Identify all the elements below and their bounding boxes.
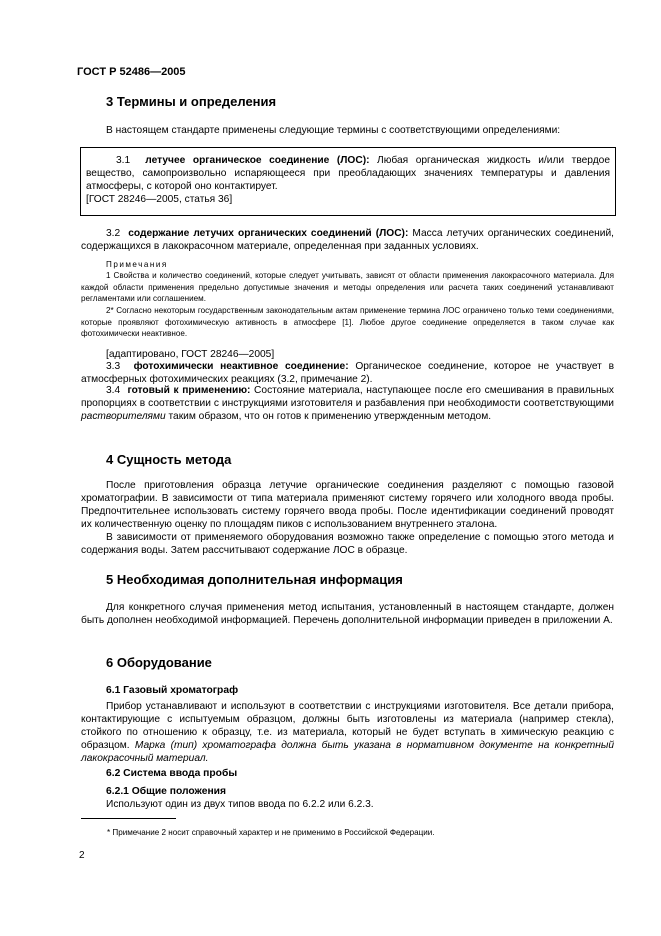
section-5-paragraph: Для конкретного случая применения метод испытания, установленный в настоящем стандарте, должен быть дополнен необходимой информацией. Перечень дополнительной информации приведен в приложении А.	[81, 602, 614, 626]
term-3-2-definition: Масса летучих органических соединений, содержащихся в лакокрасочном материале, определенная при заданных условиях.	[81, 228, 615, 252]
term-3-2-number: 3.2	[106, 228, 121, 239]
footnote-divider	[81, 818, 176, 819]
term-3-1	[86, 154, 610, 193]
section-4-paragraph-1: После приготовления образца летучие органические соединения разделяют с помощью газовой хроматографии. В зависимости от типа материала применяют систему горячего или холодного ввода пробы. Предпочтительнее использовать систему горячего ввода пробы. После идентификации соединений проводят их количественную оценку по площадям пиков с использованием внутреннего эталона.	[81, 480, 614, 530]
term-3-3-number: 3.3	[106, 361, 121, 372]
section-3-title: 3 Термины и определения	[106, 94, 277, 109]
section-6-title: 6 Оборудование	[106, 655, 212, 670]
section-6-1-title: 6.1 Газовый хроматограф	[106, 685, 239, 696]
section-6-1-text: Прибор устанавливают и используют в соответствии с инструкциями изготовителя. Все детали прибора, контактирующие с испытуемым образцом, должны быть изготовлены из материала (например стекла), стойкого по отношению к образцу, т.е. из материала, который не будет вступать в химическую реакцию с образцом.	[81, 701, 614, 751]
term-3-1-reference: [ГОСТ 28246—2005, статья 36]	[86, 194, 233, 205]
notes-title: Примечания	[106, 260, 168, 269]
note-1: 1 Свойства и количество соединений, которые следует учитывать, зависят от области применения лакокрасочного материала. Для каждой области применения предельно допустимые значения и методы определения или расчета таких соединений устанавливают регламентами или соглашением.	[81, 271, 614, 304]
section-6-1-text-italic: Марка (тип) хроматографа должна быть указана в нормативном документе на конкретный лакокрасочный материал.	[81, 740, 614, 764]
term-3-2-reference: [адаптировано, ГОСТ 28246—2005]	[106, 349, 275, 360]
term-3-4-number: 3.4	[106, 385, 121, 396]
term-3-3	[81, 360, 614, 386]
section-5-title: 5 Необходимая дополнительная информация	[106, 572, 403, 587]
footnote: * Примечание 2 носит справочный характер и не применимо в Российской Федерации.	[107, 828, 435, 837]
term-3-4-definition-italic: растворителями	[81, 411, 166, 422]
term-3-4-definition-end: таким образом, что он готов к применению утвержденным методом.	[165, 411, 492, 422]
term-3-2	[81, 227, 614, 253]
term-3-1-box	[80, 147, 616, 216]
page-number: 2	[79, 850, 85, 861]
term-3-1-term: летучее органическое соединение (ЛОС):	[145, 155, 370, 166]
section-4-paragraph-2: В зависимости от применяемого оборудования возможно также определение с помощью этого метода и содержания воды. Затем рассчитывают содержание ЛОС в образце.	[81, 532, 614, 556]
term-3-3-definition: Органическое соединение, которое не участвует в атмосферных фотохимических реакциях (3.2, примечание 2).	[81, 361, 614, 385]
section-6-2-1-paragraph: Используют один из двух типов ввода по 6.2.2 или 6.2.3.	[106, 799, 374, 810]
section-6-1-paragraph	[81, 700, 614, 765]
section-4-title: 4 Сущность метода	[106, 452, 232, 467]
term-3-1-number: 3.1	[116, 155, 131, 166]
term-3-1-definition: Любая органическая жидкость и/или твердое вещество, самопроизвольно испаряющееся при преобладающих значениях температуры и давления атмосферы, с которой оно контактирует.	[86, 155, 611, 192]
term-3-4-definition: Состояние материала, наступающее после его смешивания в правильных пропорциях в соответствии с инструкциями изготовителя и разбавления при необходимости соответствующими	[81, 385, 614, 409]
term-3-2-term: содержание летучих органических соединений (ЛОС):	[128, 228, 409, 239]
document-header: ГОСТ Р 52486—2005	[77, 66, 186, 78]
term-3-4	[81, 384, 614, 423]
note-2: 2* Согласно некоторым государственным законодательным актам применение термина ЛОС ограничено только теми соединениями, которые проявляют фотохимическую активность в атмосфере [1]. Любое другое соединение определяется в таком случае как фотохимически неактивное.	[81, 306, 614, 339]
section-6-2-title: 6.2 Система ввода пробы	[106, 768, 238, 779]
section-3-intro: В настоящем стандарте применены следующие термины с соответствующими определениями:	[106, 125, 561, 136]
term-3-4-term: готовый к применению:	[127, 385, 251, 396]
section-6-2-1-title: 6.2.1 Общие положения	[106, 786, 226, 797]
term-3-3-term: фотохимически неактивное соединение:	[133, 361, 349, 372]
